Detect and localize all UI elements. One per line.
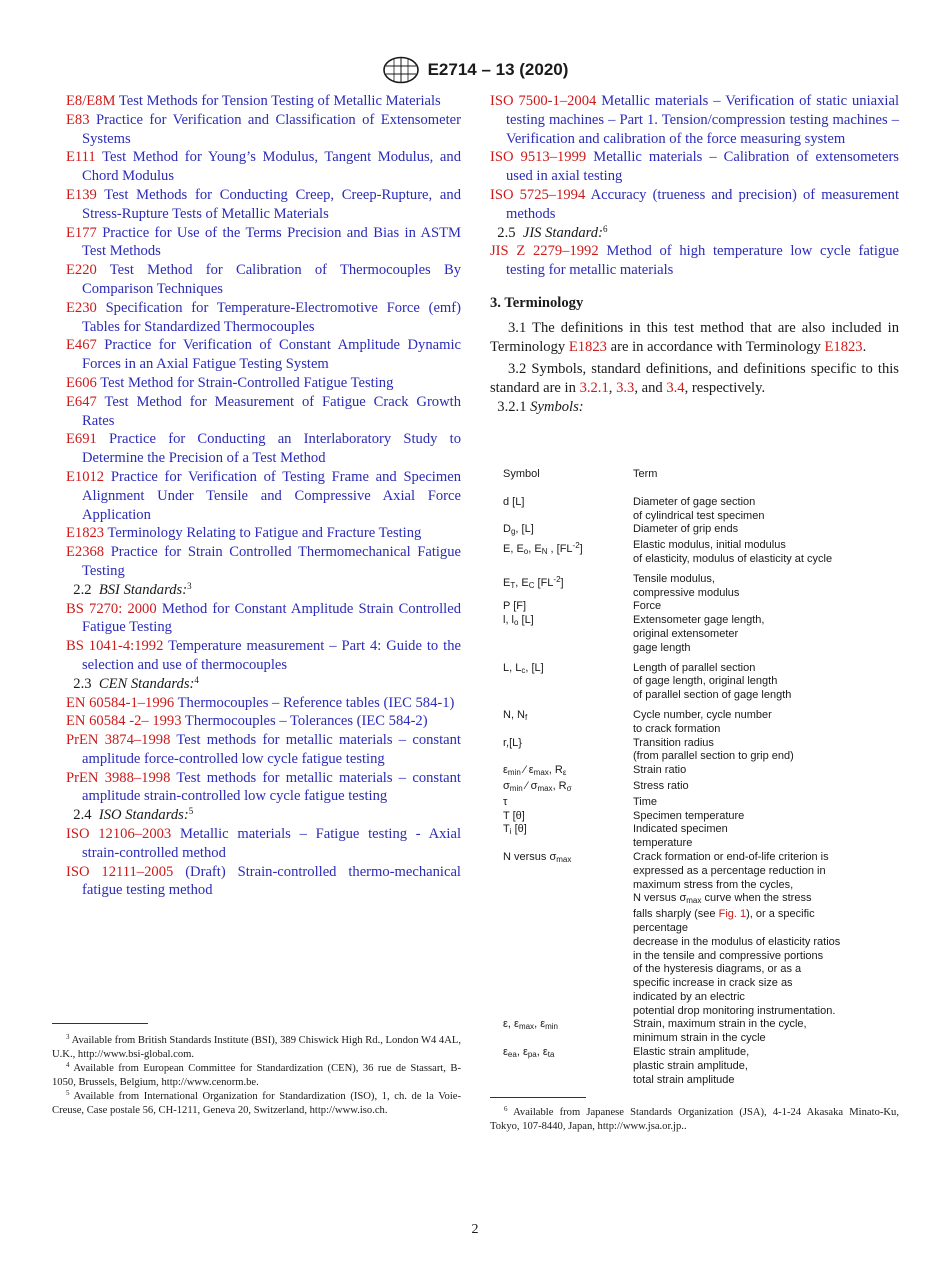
- reference-item[interactable]: E2368 Practice for Strain Controlled Thermomechanical Fatigue Testing: [66, 544, 461, 579]
- section-bsi-standards: 2.2 BSI Standards:$^3$: [73, 580, 192, 598]
- reference-item[interactable]: EN 60584-1–1996 Thermocouples – Reference tables (IEC 584-1): [66, 694, 455, 711]
- reference-item[interactable]: ISO 12106–2003 Metallic materials – Fatigue testing - Axial strain-controlled method: [66, 826, 462, 861]
- reference-item[interactable]: E177 Practice for Use of the Terms Precision and Bias in ASTM Test Methods: [66, 224, 461, 260]
- link-3-2-1[interactable]: 3.2.1: [579, 380, 609, 397]
- link-fig-1[interactable]: Fig. 1: [718, 908, 747, 921]
- page-number: 2: [471, 1222, 479, 1237]
- table-header: Symbol Term: [503, 468, 658, 480]
- table-row: $\varepsilon_{ea}$, $\varepsilon_{pa}$, $\varepsilon_{ta}$ Elastic strain amplitude, plastic strain amplitude, total strain amplitude: [503, 1046, 750, 1086]
- reference-item[interactable]: E467 Practice for Verification of Constant Amplitude Dynamic Forces in an Axial Fatigue Testing System: [66, 337, 461, 373]
- table-row: $T_i$ [θ] Indicated specimen temperature: [503, 823, 728, 850]
- table-row: L, $L_c$, [L] Length of parallel section of gage length, original length of parallel section of gage length: [503, 661, 792, 702]
- reference-item[interactable]: ISO 9513–1999 Metallic materials – Calibration of extensometers used in axial testing: [490, 149, 899, 185]
- link-e1823[interactable]: E1823: [568, 338, 607, 355]
- symbols-table: [503, 468, 903, 1087]
- table-row: d [L] Diameter of gage section of cylindrical test specimen: [503, 495, 765, 522]
- reference-item[interactable]: E83 Practice for Verification and Classification of Extensometer Systems: [66, 111, 461, 147]
- left-column: [66, 92, 461, 900]
- table-row: $D_g$, [L] Diameter of grip ends: [503, 523, 739, 537]
- link-e1823[interactable]: E1823: [824, 338, 863, 355]
- table-row: P [F] Force: [503, 600, 662, 613]
- link-3-3[interactable]: 3.3: [616, 380, 635, 397]
- table-row: E, $E_o$, $E_N$ , $[FL^{-2}]$ Elastic modulus, initial modulus of elasticity, modulus of elasticity at cycle: [503, 539, 833, 565]
- footnote: $^4$ Available from European Committee for Standardization (CEN), 36 rue de Stassart, B-1050, Brussels, Belgium, http://www.cenorm.be.: [52, 1061, 461, 1088]
- reference-item[interactable]: BS 1041-4:1992 Temperature measurement – Part 4: Guide to the selection and use of thermocouples: [66, 638, 461, 673]
- table-row: l, $l_o$ [L] Extensometer gage length, original extensometer gage length: [503, 614, 765, 654]
- table-row: T [θ] Specimen temperature: [503, 809, 745, 822]
- table-row: N versus $\sigma_{max}$ Crack formation or end-of-life criterion is expressed as a percentage reduction in maximum stress from the cycles, N versus $\sigma_{max}$ curve when the stress falls sharply (see Fig. 1), or a specific percentage decrease in the modulus of elasticity ratios in the tensile and compressive portions of the hysteresis diagrams, or as a specific increase in crack size as indicated by an electric potential drop monitoring instrumentation.: [503, 850, 841, 1017]
- document-designation: E2714 – 13 (2020): [427, 60, 569, 79]
- reference-item[interactable]: EN 60584 -2– 1993 Thermocouples – Tolerances (IEC 584-2): [66, 713, 428, 730]
- link-3-4[interactable]: 3.4: [666, 380, 685, 397]
- reference-item[interactable]: E647 Test Method for Measurement of Fatigue Crack Growth Rates: [66, 393, 461, 429]
- table-row: $E_T$, $E_C$ $[FL^{-2}]$ Tensile modulus, compressive modulus: [503, 572, 740, 599]
- section-iso-standards: 2.4 ISO Standards:$^5$: [73, 806, 194, 824]
- table-row: ε, $\varepsilon_{max}$, $\varepsilon_{min}$ Strain, maximum strain in the cycle, minimum strain in the cycle: [503, 1018, 807, 1045]
- page-header: [0, 56, 950, 84]
- reference-item[interactable]: E8/E8M Test Methods for Tension Testing of Metallic Materials: [66, 93, 441, 109]
- reference-item[interactable]: JIS Z 2279–1992 Method of high temperature low cycle fatigue testing for metallic materials: [490, 243, 899, 279]
- reference-item[interactable]: PrEN 3874–1998 Test methods for metallic materials – constant amplitude force-controlled low cycle fatigue testing: [66, 732, 461, 767]
- astm-logo-icon: [382, 56, 420, 84]
- reference-item[interactable]: E1012 Practice for Verification of Testing Frame and Specimen Alignment Under Tensile and Compressive Axial Force Application: [66, 468, 461, 523]
- reference-item[interactable]: PrEN 3988–1998 Test methods for metallic materials – constant amplitude strain-controlled low cycle fatigue testing: [66, 769, 461, 805]
- reference-item[interactable]: ISO 12111–2005 (Draft) Strain-controlled thermo-mechanical fatigue testing method: [66, 863, 461, 899]
- section-jis-standard: 2.5 JIS Standard:$^6$: [497, 223, 608, 241]
- footnote-rule-right: [490, 1097, 586, 1098]
- table-row: $\sigma_{min}$ ⁄ $\sigma_{max}$, $R_\sigma$ Stress ratio: [503, 779, 689, 793]
- table-row: r,[L} Transition radius (from parallel section to grip end): [503, 736, 794, 763]
- footnotes-left: [52, 1034, 461, 1118]
- reference-item[interactable]: E1823 Terminology Relating to Fatigue and Fracture Testing: [66, 525, 422, 542]
- reference-item[interactable]: E139 Test Methods for Conducting Creep, Creep-Rupture, and Stress-Rupture Tests of Metallic Materials: [66, 186, 461, 222]
- symbols-subheading: 3.2.1 Symbols:: [497, 398, 584, 415]
- footnote: $^3$ Available from British Standards Institute (BSI), 389 Chiswick High Rd., London W4 4AL, U.K., http://www.bsi-global.com.: [52, 1033, 461, 1060]
- reference-item[interactable]: ISO 5725–1994 Accuracy (trueness and precision) of measurement methods: [490, 186, 899, 222]
- paragraph-3-2: 3.2 Symbols, standard definitions, and definitions specific to this standard are in 3.2.1, 3.3, and 3.4, respectively.: [490, 361, 899, 397]
- footnote: $^5$ Available from International Organization for Standardization (ISO), 1, ch. de la Voie-Creuse, Case postale 56, CH-1211, Geneva 20, Switzerland, http://www.iso.ch.: [52, 1089, 461, 1116]
- footnote-right: $^6$ Available from Japanese Standards Organization (JSA), 4-1-24 Akasaka Minato-Ku, Tokyo, 107-8440, Japan, http://www.jsa.or.jp..: [490, 1105, 899, 1132]
- footnote-rule-left: [52, 1023, 148, 1024]
- reference-item[interactable]: E111 Test Method for Young’s Modulus, Tangent Modulus, and Chord Modulus: [66, 149, 461, 185]
- table-row: τ Time: [503, 795, 658, 808]
- table-row: N, $N_f$ Cycle number, cycle number to crack formation: [503, 708, 772, 735]
- paragraph-3-1: 3.1 The definitions in this test method that are also included in Terminology E1823 are in accordance with Terminology E1823.: [490, 319, 899, 355]
- right-column: [490, 92, 899, 417]
- reference-item[interactable]: ISO 7500-1–2004 Metallic materials – Verification of static uniaxial testing machines – Part 1. Tension/compression testing machines – Verification and calibration of the force measuring system: [490, 93, 900, 147]
- table-row: $\varepsilon_{min}$ ⁄ $\varepsilon_{max}$, $R_\varepsilon$ Strain ratio: [503, 764, 687, 778]
- reference-item[interactable]: E230 Specification for Temperature-Electromotive Force (emf) Tables for Standardized Thermocouples: [66, 299, 461, 335]
- reference-item[interactable]: E691 Practice for Conducting an Interlaboratory Study to Determine the Precision of a Test Method: [66, 431, 461, 467]
- terminology-heading: 3. Terminology: [490, 294, 584, 311]
- reference-item[interactable]: E606 Test Method for Strain-Controlled Fatigue Testing: [66, 374, 394, 391]
- reference-item[interactable]: E220 Test Method for Calibration of Thermocouples By Comparison Techniques: [66, 262, 461, 297]
- reference-item[interactable]: BS 7270: 2000 Method for Constant Amplitude Strain Controlled Fatigue Testing: [66, 600, 461, 636]
- section-cen-standards: 2.3 CEN Standards:$^4$: [73, 674, 199, 692]
